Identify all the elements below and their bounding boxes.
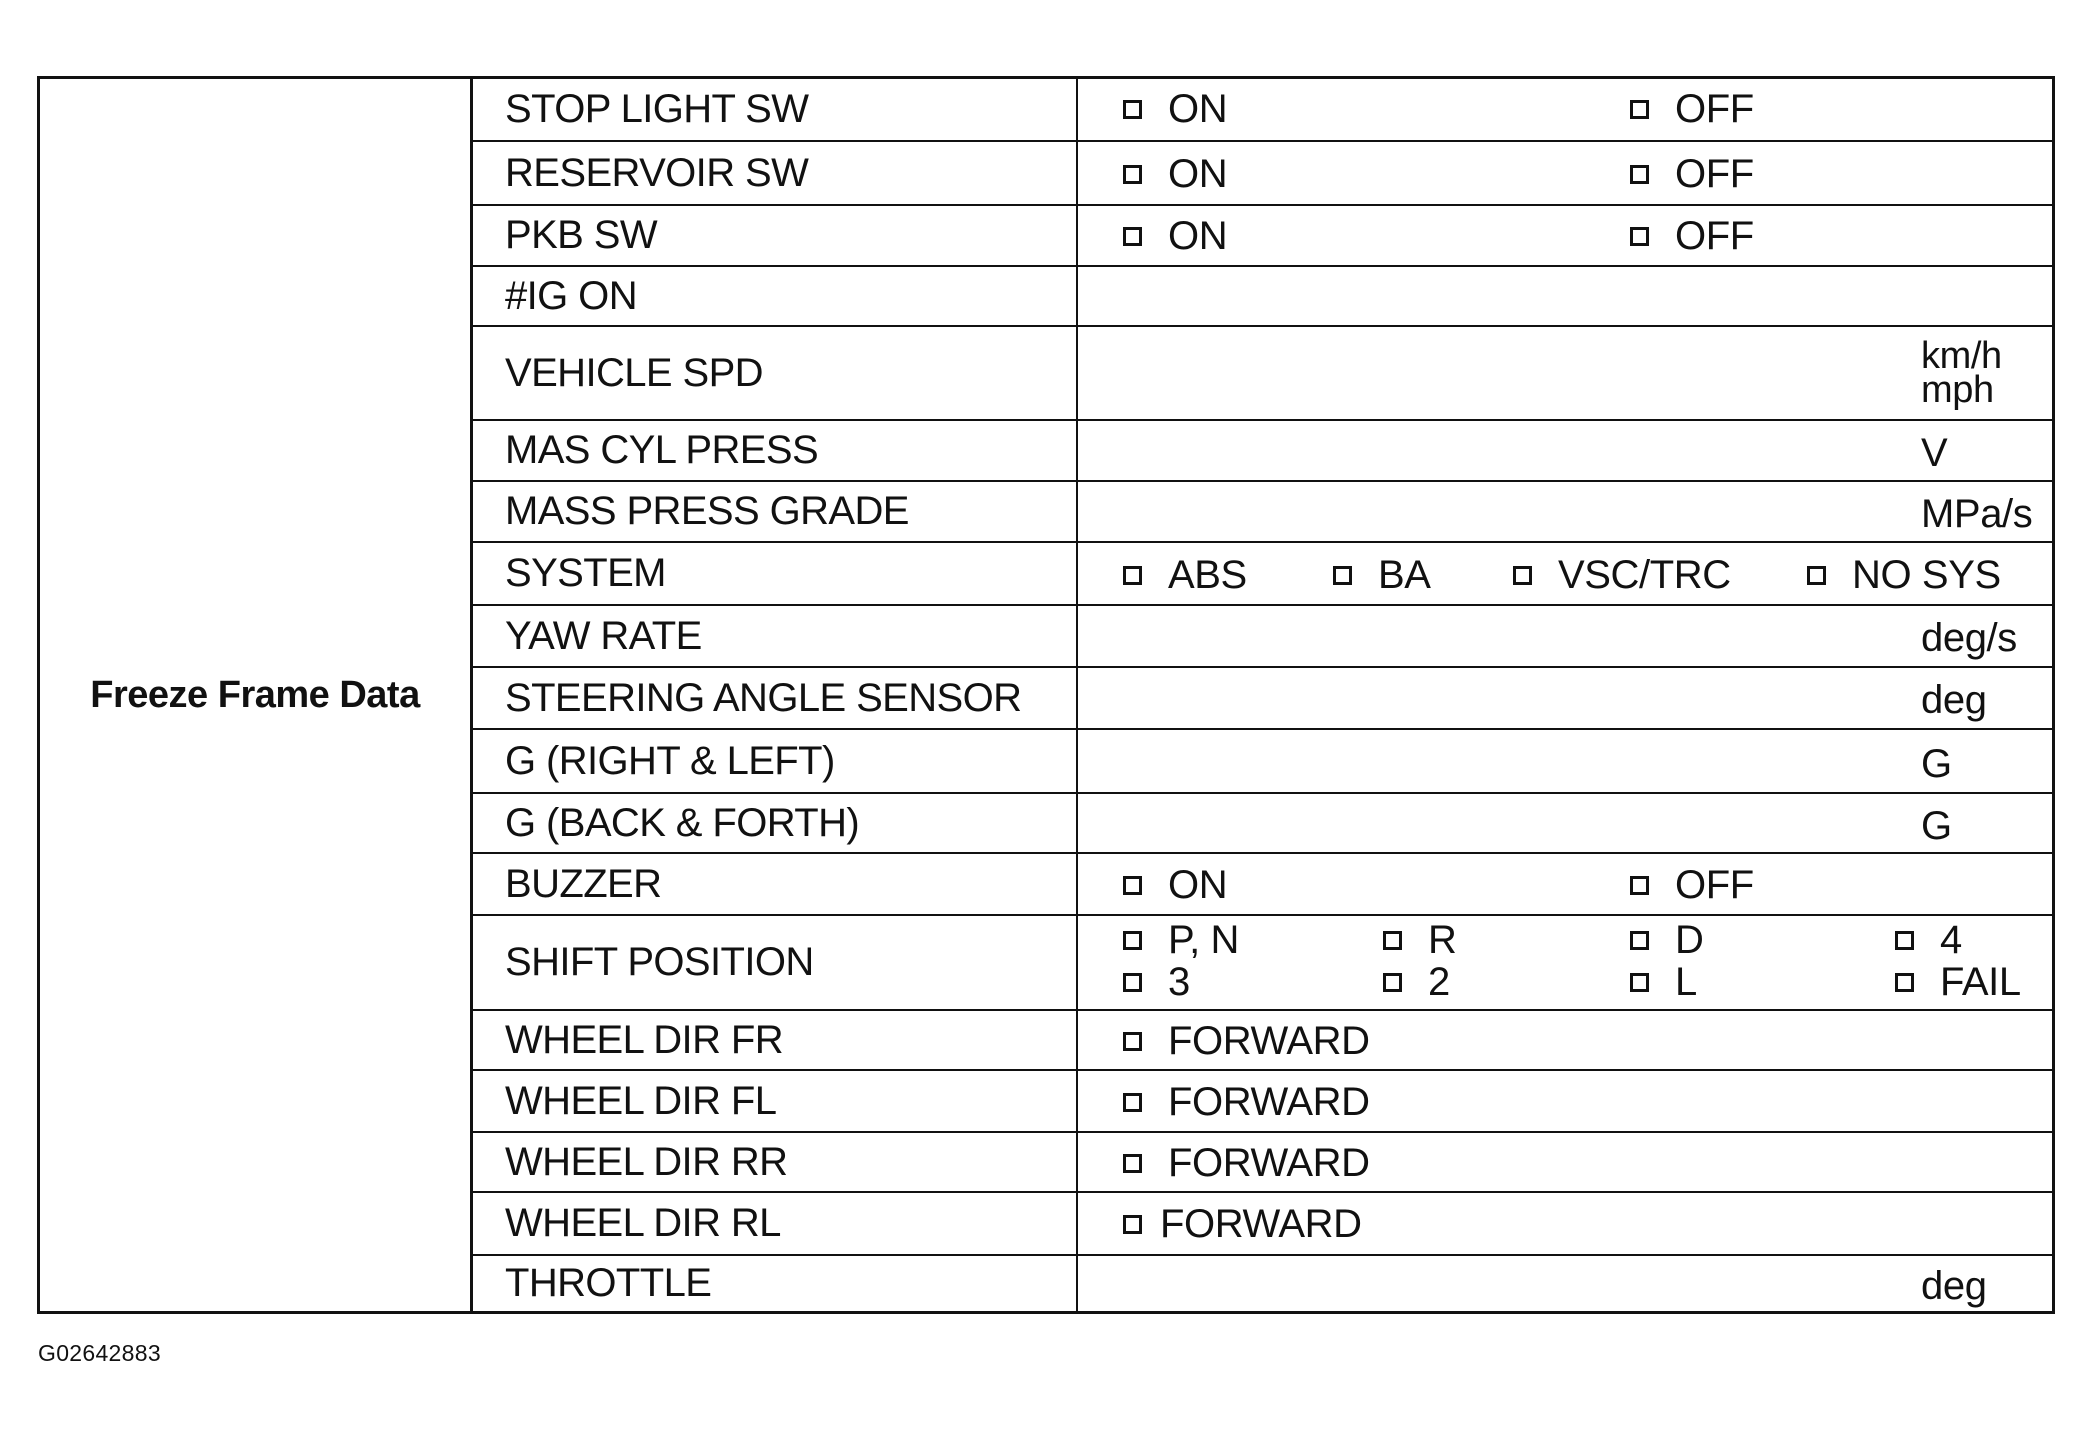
- row-value: [1078, 206, 2052, 265]
- table-row: [473, 1131, 2052, 1191]
- section-title: Freeze Frame Data: [40, 79, 473, 1311]
- option-4[interactable]: 4: [1895, 918, 1962, 963]
- option-2[interactable]: 2: [1383, 960, 1450, 1005]
- row-value: [1078, 79, 2052, 140]
- option-r[interactable]: R: [1383, 918, 1457, 963]
- option-on[interactable]: ON: [1123, 863, 1227, 908]
- unit-label: G: [1921, 804, 1952, 848]
- row-value: [1078, 543, 2052, 604]
- checkbox-icon[interactable]: [1123, 566, 1142, 585]
- row-value: [1078, 1071, 2052, 1131]
- table-row: [473, 666, 2052, 728]
- row-label: YAW RATE: [473, 606, 1078, 666]
- checkbox-icon[interactable]: [1123, 1093, 1142, 1112]
- table-row: [473, 1254, 2052, 1311]
- row-value: [1078, 327, 2052, 419]
- option-3[interactable]: 3: [1123, 960, 1190, 1005]
- checkbox-icon[interactable]: [1123, 973, 1142, 992]
- table-row: [473, 140, 2052, 204]
- option-on[interactable]: ON: [1123, 214, 1227, 259]
- checkbox-icon[interactable]: [1333, 566, 1352, 585]
- checkbox-icon[interactable]: [1123, 227, 1142, 246]
- row-label: G (BACK & FORTH): [473, 794, 1078, 852]
- checkbox-icon[interactable]: [1630, 227, 1649, 246]
- option-forward[interactable]: FORWARD: [1123, 1141, 1370, 1186]
- row-value: [1078, 1193, 2052, 1254]
- row-label: WHEEL DIR RR: [473, 1133, 1078, 1191]
- checkbox-icon[interactable]: [1123, 165, 1142, 184]
- option-p-n[interactable]: P, N: [1123, 918, 1239, 963]
- option-fail[interactable]: FAIL: [1895, 960, 2021, 1005]
- table-row: [473, 792, 2052, 852]
- row-value: [1078, 1133, 2052, 1191]
- row-value: [1078, 606, 2052, 666]
- option-ba[interactable]: BA: [1333, 553, 1431, 598]
- table-row: [473, 1191, 2052, 1254]
- row-value: [1078, 142, 2052, 204]
- unit-label: G: [1921, 742, 1952, 786]
- checkbox-icon[interactable]: [1630, 165, 1649, 184]
- row-label: VEHICLE SPD: [473, 327, 1078, 419]
- checkbox-icon[interactable]: [1895, 973, 1914, 992]
- row-value: [1078, 854, 2052, 914]
- option-d[interactable]: D: [1630, 918, 1704, 963]
- table-row: [473, 604, 2052, 666]
- checkbox-icon[interactable]: [1123, 1032, 1142, 1051]
- checkbox-icon[interactable]: [1383, 973, 1402, 992]
- checkbox-icon[interactable]: [1123, 876, 1142, 895]
- row-value: [1078, 794, 2052, 852]
- unit-label: deg/s: [1921, 616, 2017, 660]
- row-label: MAS CYL PRESS: [473, 421, 1078, 480]
- checkbox-icon[interactable]: [1123, 100, 1142, 119]
- row-label: SHIFT POSITION: [473, 916, 1078, 1009]
- table-row: [473, 419, 2052, 480]
- table-row: [473, 79, 2052, 140]
- row-label: STEERING ANGLE SENSOR: [473, 668, 1078, 728]
- table-row: [473, 265, 2052, 325]
- row-label: WHEEL DIR FL: [473, 1071, 1078, 1131]
- row-value: [1078, 267, 2052, 325]
- unit-label: MPa/s: [1921, 492, 2033, 536]
- freeze-frame-table: [37, 76, 2055, 1314]
- option-forward[interactable]: FORWARD: [1123, 1019, 1370, 1064]
- table-row: [473, 1069, 2052, 1131]
- checkbox-icon[interactable]: [1895, 931, 1914, 950]
- option-off[interactable]: OFF: [1630, 152, 1754, 197]
- unit-label: V: [1921, 431, 1948, 475]
- checkbox-icon[interactable]: [1383, 931, 1402, 950]
- row-label: WHEEL DIR FR: [473, 1011, 1078, 1069]
- option-off[interactable]: OFF: [1630, 87, 1754, 132]
- checkbox-icon[interactable]: [1630, 100, 1649, 119]
- unit-label: km/h mph: [1921, 335, 2002, 411]
- row-value: [1078, 916, 2052, 1009]
- checkbox-icon[interactable]: [1630, 876, 1649, 895]
- table-row: [473, 480, 2052, 541]
- unit-label: deg: [1921, 678, 1987, 722]
- table-row: [473, 852, 2052, 914]
- option-no-sys[interactable]: NO SYS: [1807, 553, 2001, 598]
- option-l[interactable]: L: [1630, 960, 1697, 1005]
- row-label: STOP LIGHT SW: [473, 79, 1078, 140]
- checkbox-icon[interactable]: [1123, 931, 1142, 950]
- checkbox-icon[interactable]: [1630, 973, 1649, 992]
- row-label: G (RIGHT & LEFT): [473, 730, 1078, 792]
- row-label: PKB SW: [473, 206, 1078, 265]
- option-forward[interactable]: FORWARD: [1123, 1080, 1370, 1125]
- checkbox-icon[interactable]: [1807, 566, 1826, 585]
- row-value: [1078, 668, 2052, 728]
- table-row: [473, 541, 2052, 604]
- option-on[interactable]: ON: [1123, 152, 1227, 197]
- row-label: MASS PRESS GRADE: [473, 482, 1078, 541]
- row-value: [1078, 730, 2052, 792]
- option-forward[interactable]: FORWARD: [1123, 1202, 1362, 1247]
- row-value: [1078, 1256, 2052, 1311]
- row-label: BUZZER: [473, 854, 1078, 914]
- table-row: [473, 1009, 2052, 1069]
- checkbox-icon[interactable]: [1630, 931, 1649, 950]
- table-row: [473, 914, 2052, 1009]
- checkbox-icon[interactable]: [1123, 1154, 1142, 1173]
- row-label: THROTTLE: [473, 1256, 1078, 1311]
- row-value: [1078, 1011, 2052, 1069]
- option-off[interactable]: OFF: [1630, 863, 1754, 908]
- row-value: [1078, 421, 2052, 480]
- option-on[interactable]: ON: [1123, 87, 1227, 132]
- unit-label: deg: [1921, 1264, 1987, 1308]
- table-rows: [473, 79, 2052, 1311]
- option-abs[interactable]: ABS: [1123, 553, 1247, 598]
- row-label: WHEEL DIR RL: [473, 1193, 1078, 1254]
- table-row: [473, 325, 2052, 419]
- table-row: [473, 728, 2052, 792]
- row-label: RESERVOIR SW: [473, 142, 1078, 204]
- checkbox-icon[interactable]: [1513, 566, 1532, 585]
- option-vsc-trc[interactable]: VSC/TRC: [1513, 553, 1731, 598]
- table-row: [473, 204, 2052, 265]
- figure-id: G02642883: [38, 1340, 161, 1366]
- row-label: SYSTEM: [473, 543, 1078, 604]
- row-value: [1078, 482, 2052, 541]
- option-off[interactable]: OFF: [1630, 214, 1754, 259]
- checkbox-icon[interactable]: [1123, 1215, 1142, 1234]
- row-label: #IG ON: [473, 267, 1078, 325]
